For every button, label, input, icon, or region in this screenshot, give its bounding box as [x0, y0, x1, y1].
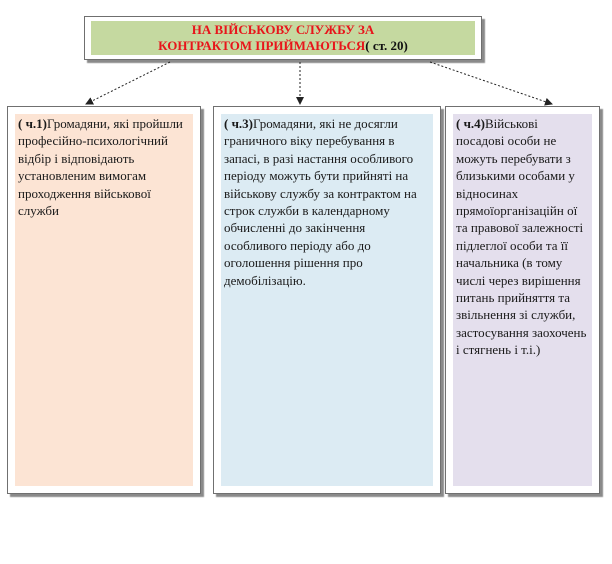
part-3-box: [213, 106, 441, 494]
part-4-box: [445, 106, 600, 494]
part-3-text: Громадяни, які не досягли граничного віку перебування в запасі, в разі настання особливого періоду можуть бути прийняті на військову службу за контрактом на строк служби в календарному обчисленні до закінчення особливого періоду або до оголошення рішення про демобілізацію.: [224, 116, 417, 288]
title-line-2: КОНТРАКТОМ ПРИЙМАЮТЬСЯ: [158, 38, 366, 53]
arrow-to-part-4: [430, 62, 552, 104]
part-1-box: [7, 106, 201, 494]
part-4-content: [453, 114, 592, 486]
title-article-ref: ( ст. 20): [365, 38, 408, 53]
part-1-label: ( ч.1): [18, 116, 47, 131]
title-line-1: НА ВІЙСЬКОВУ СЛУЖБУ ЗА: [191, 22, 375, 37]
part-1-content: [15, 114, 193, 486]
part-3-label: ( ч.3): [224, 116, 253, 131]
part-1-text: Громадяни, які пройшли професійно-психологічний відбір і відповідають установленим вимогам проходження військової служби: [18, 116, 183, 219]
part-3-content: [221, 114, 433, 486]
part-4-text: Військові посадові особи не можуть перебувати з близькими особами у відносинах прямоїорганізаційн ої та правової залежності підлеглої особи та її начальника (в тому числі через вирішення питань прийняття та звільнення зі служби, застосування заохочень і стягнень і т.і.): [456, 116, 587, 358]
part-4-label: ( ч.4): [456, 116, 485, 131]
arrow-to-part-1: [86, 62, 170, 104]
